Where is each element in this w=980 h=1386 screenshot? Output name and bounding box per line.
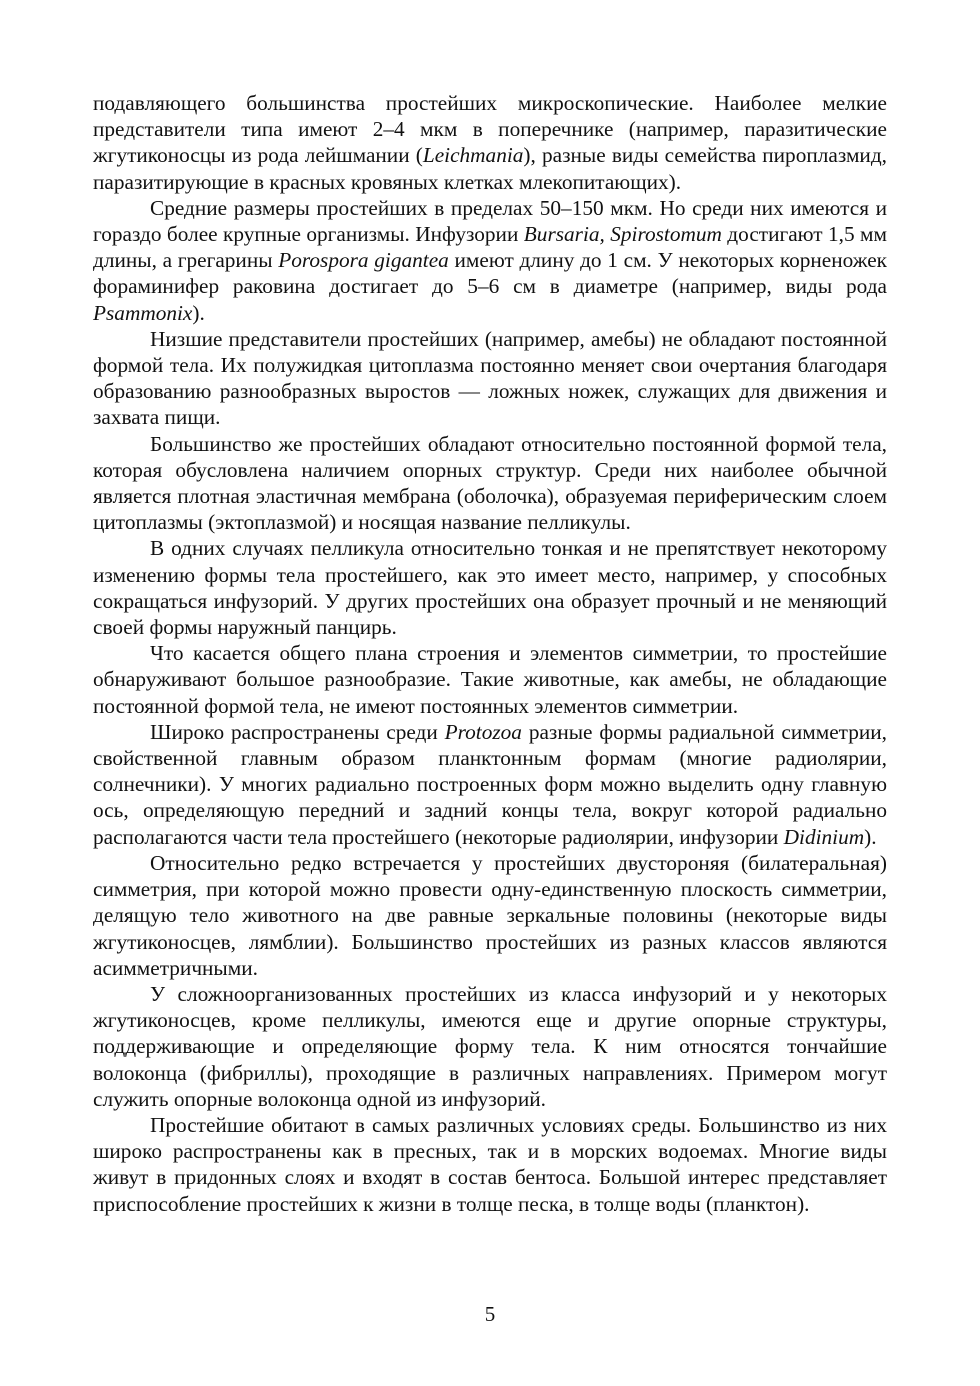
text-run: Относительно редко встречается у простейших двустороняя (билатеральная) симметрия, при которой можно провести одну-единственную плоскость симметрии, делящую тело животного на две равные зеркальные половины (некоторые виды жгутиконосцев, лямблии). Большинство простейших из разных классов являются асимметричными. [93, 850, 887, 980]
text-run: Низшие представители простейших (например, амебы) не обладают постоянной формой тела. Их полужидкая цитоплазма постоянно меняет свои очертания благодаря образованию разнообразных выростов — ложных ножек, служащих для движения и захвата пищи. [93, 326, 887, 430]
italic-term: Bursaria, Spirostomum [523, 222, 722, 247]
text-run: Простейшие обитают в самых различных условиях среды. Большинство из них широко распространены как в пресных, так и в морских водоемах. Многие виды живут в придонных слоях и входят в состав бентоса. Большой интерес представляет приспособление простейших к жизни в толще песка, в толще воды (планктон). [93, 1112, 887, 1216]
text-run: ). [864, 824, 877, 849]
text-run: Широко распространены среди [150, 719, 445, 744]
paragraph-5 [93, 535, 887, 640]
paragraph-7 [93, 719, 887, 850]
paragraph-4 [93, 431, 887, 536]
italic-term: Protozoa [444, 719, 522, 744]
paragraph-9 [93, 981, 887, 1112]
text-run: достигают 1,5 мм длины, а грегарины [93, 222, 888, 273]
italic-term: Didinium [783, 824, 865, 849]
page-body [93, 90, 887, 1217]
italic-term: Porospora gigantea [278, 248, 449, 273]
text-run: Большинство же простейших обладают относительно постоянной формой тела, которая обусловлена наличием опорных структур. Среди них наиболее обычной является плотная эластичная мембрана (оболочка), образуемая периферическим слоем цитоплазмы (эктоплазмой) и носящая название пелликулы. [93, 431, 887, 535]
italic-term: Leichmania [422, 143, 524, 168]
italic-term: Psammonix [93, 300, 193, 325]
paragraph-6 [93, 640, 887, 719]
text-run: В одних случаях пелликула относительно тонкая и не препятствует некоторому изменению формы тела простейшего, как это имеет место, например, у способных сокращаться инфузорий. У других простейших она образует прочный и не меняющий своей формы наружный панцирь. [93, 536, 887, 640]
text-run: подавляющего большинства простейших микроскопические. Наиболее мелкие представители типа имеют 2–4 мкм в поперечнике (например, паразитические жгутиконосцы из рода лейшмании ( [93, 91, 887, 168]
text-run: Что касается общего плана строения и элементов симметрии, то простейшие обнаруживают большое разнообразие. Такие животные, как амебы, не обладающие постоянной формой тела, не имеют постоянных элементов симметрии. [93, 641, 887, 718]
text-run: имеют длину до 1 см. У некоторых корненожек фораминифер раковина достигает до 5–6 см в диаметре (например, виды рода [93, 248, 887, 299]
text-run: ). [192, 300, 205, 325]
paragraph-1 [93, 90, 887, 195]
paragraph-3 [93, 326, 887, 431]
paragraph-10 [93, 1112, 887, 1217]
text-run: Средние размеры простейших в пределах 50–150 мкм. Но среди них имеются и гораздо более крупные организмы. Инфузории [93, 195, 887, 247]
text-run: ), разные виды семейства пироплазмид, паразитирующие в красных кровяных клетках млекопитающих). [93, 143, 887, 194]
paragraph-8 [93, 850, 887, 981]
text-run: У сложноорганизованных простейших из класса инфузорий и у некоторых жгутиконосцев, кроме пелликулы, имеются еще и другие опорные структуры, поддерживающие и определяющие форму тела. К ним относятся тончайшие волоконца (фибриллы), проходящие в различных направлениях. Примером могут служить опорные волоконца одной из инфузорий. [93, 981, 887, 1111]
text-run: разные формы радиальной симметрии, свойственной главным образом планктонным формам (многие радиолярии, солнечники). У многих радиально построенных форм можно выделить одну главную ось, определяющую передний и задний концы тела, вокруг которой радиально располагаются части тела простейшего (некоторые радиолярии, инфузории [93, 719, 887, 849]
page-number: 5 [484, 1302, 496, 1326]
paragraph-2 [93, 195, 887, 326]
